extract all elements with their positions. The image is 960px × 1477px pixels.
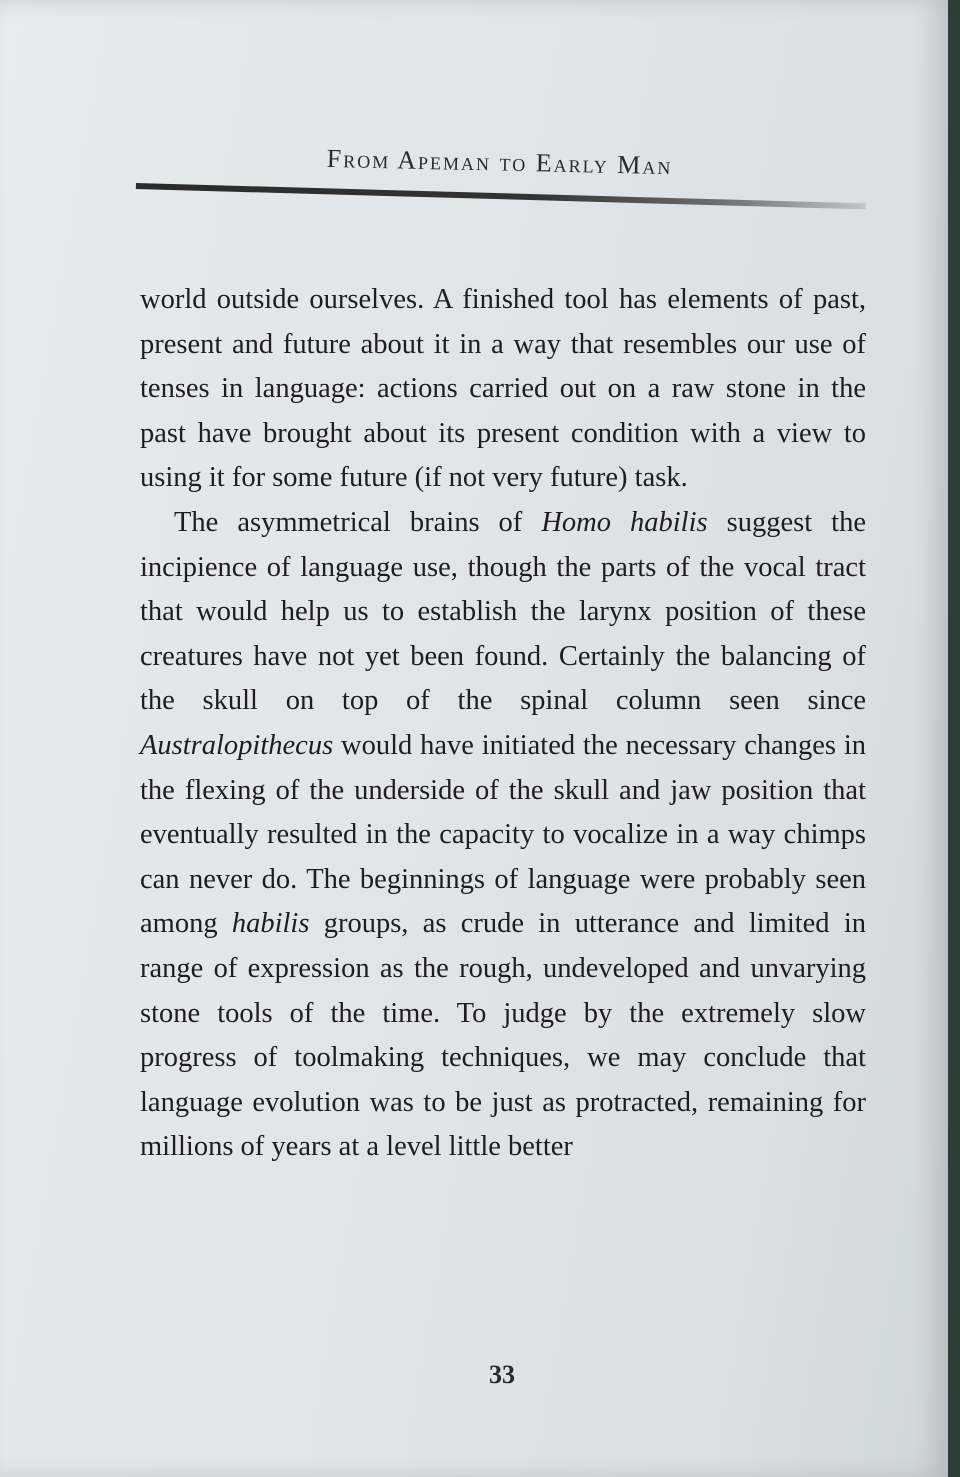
paragraph-1 (140, 278, 866, 501)
body-text (140, 278, 866, 1170)
paragraph-2-text: groups, as crude in utterance and limited in range of expression as the rough, undeveloped and unvarying stone tools of the time. To judge by the extremely slow progress of toolmaking techniques, we may conclude that language evolution was to be just as protracted, remaining for millions of years at a level little better (140, 908, 866, 1163)
paragraph-2 (140, 501, 866, 1170)
paragraph-2-text: The asymmetrical brains of (174, 506, 542, 538)
header-rule (136, 183, 866, 209)
italic-term-australopithecus: Australopithecus (140, 729, 334, 761)
page-number: 33 (489, 1360, 515, 1389)
paragraph-1-text: world outside ourselves. A finished tool has elements of past, present and future about it in a way that resembles our use of tenses in language: actions carried out on a raw stone in the past have brought about its present condition with a view to using it for some future (if not very future) task. (140, 284, 866, 494)
running-head: From Apeman to Early Man (326, 143, 673, 181)
italic-term-habilis: habilis (231, 908, 310, 940)
paragraph-2-text: would have initiated the necessary changes in the flexing of the underside of the skull and jaw position that eventually resulted in the capacity to vocalize in a way chimps can never do. The beginnings of language were probably seen among (140, 729, 866, 940)
paragraph-2-text: suggest the incipience of language use, though the parts of the vocal tract that would help us to establish the larynx position of these creatures have not yet been found. Certainly the balancing of the skull on top of the spinal column seen since (140, 506, 866, 717)
italic-term-homo-habilis: Homo habilis (541, 506, 708, 538)
